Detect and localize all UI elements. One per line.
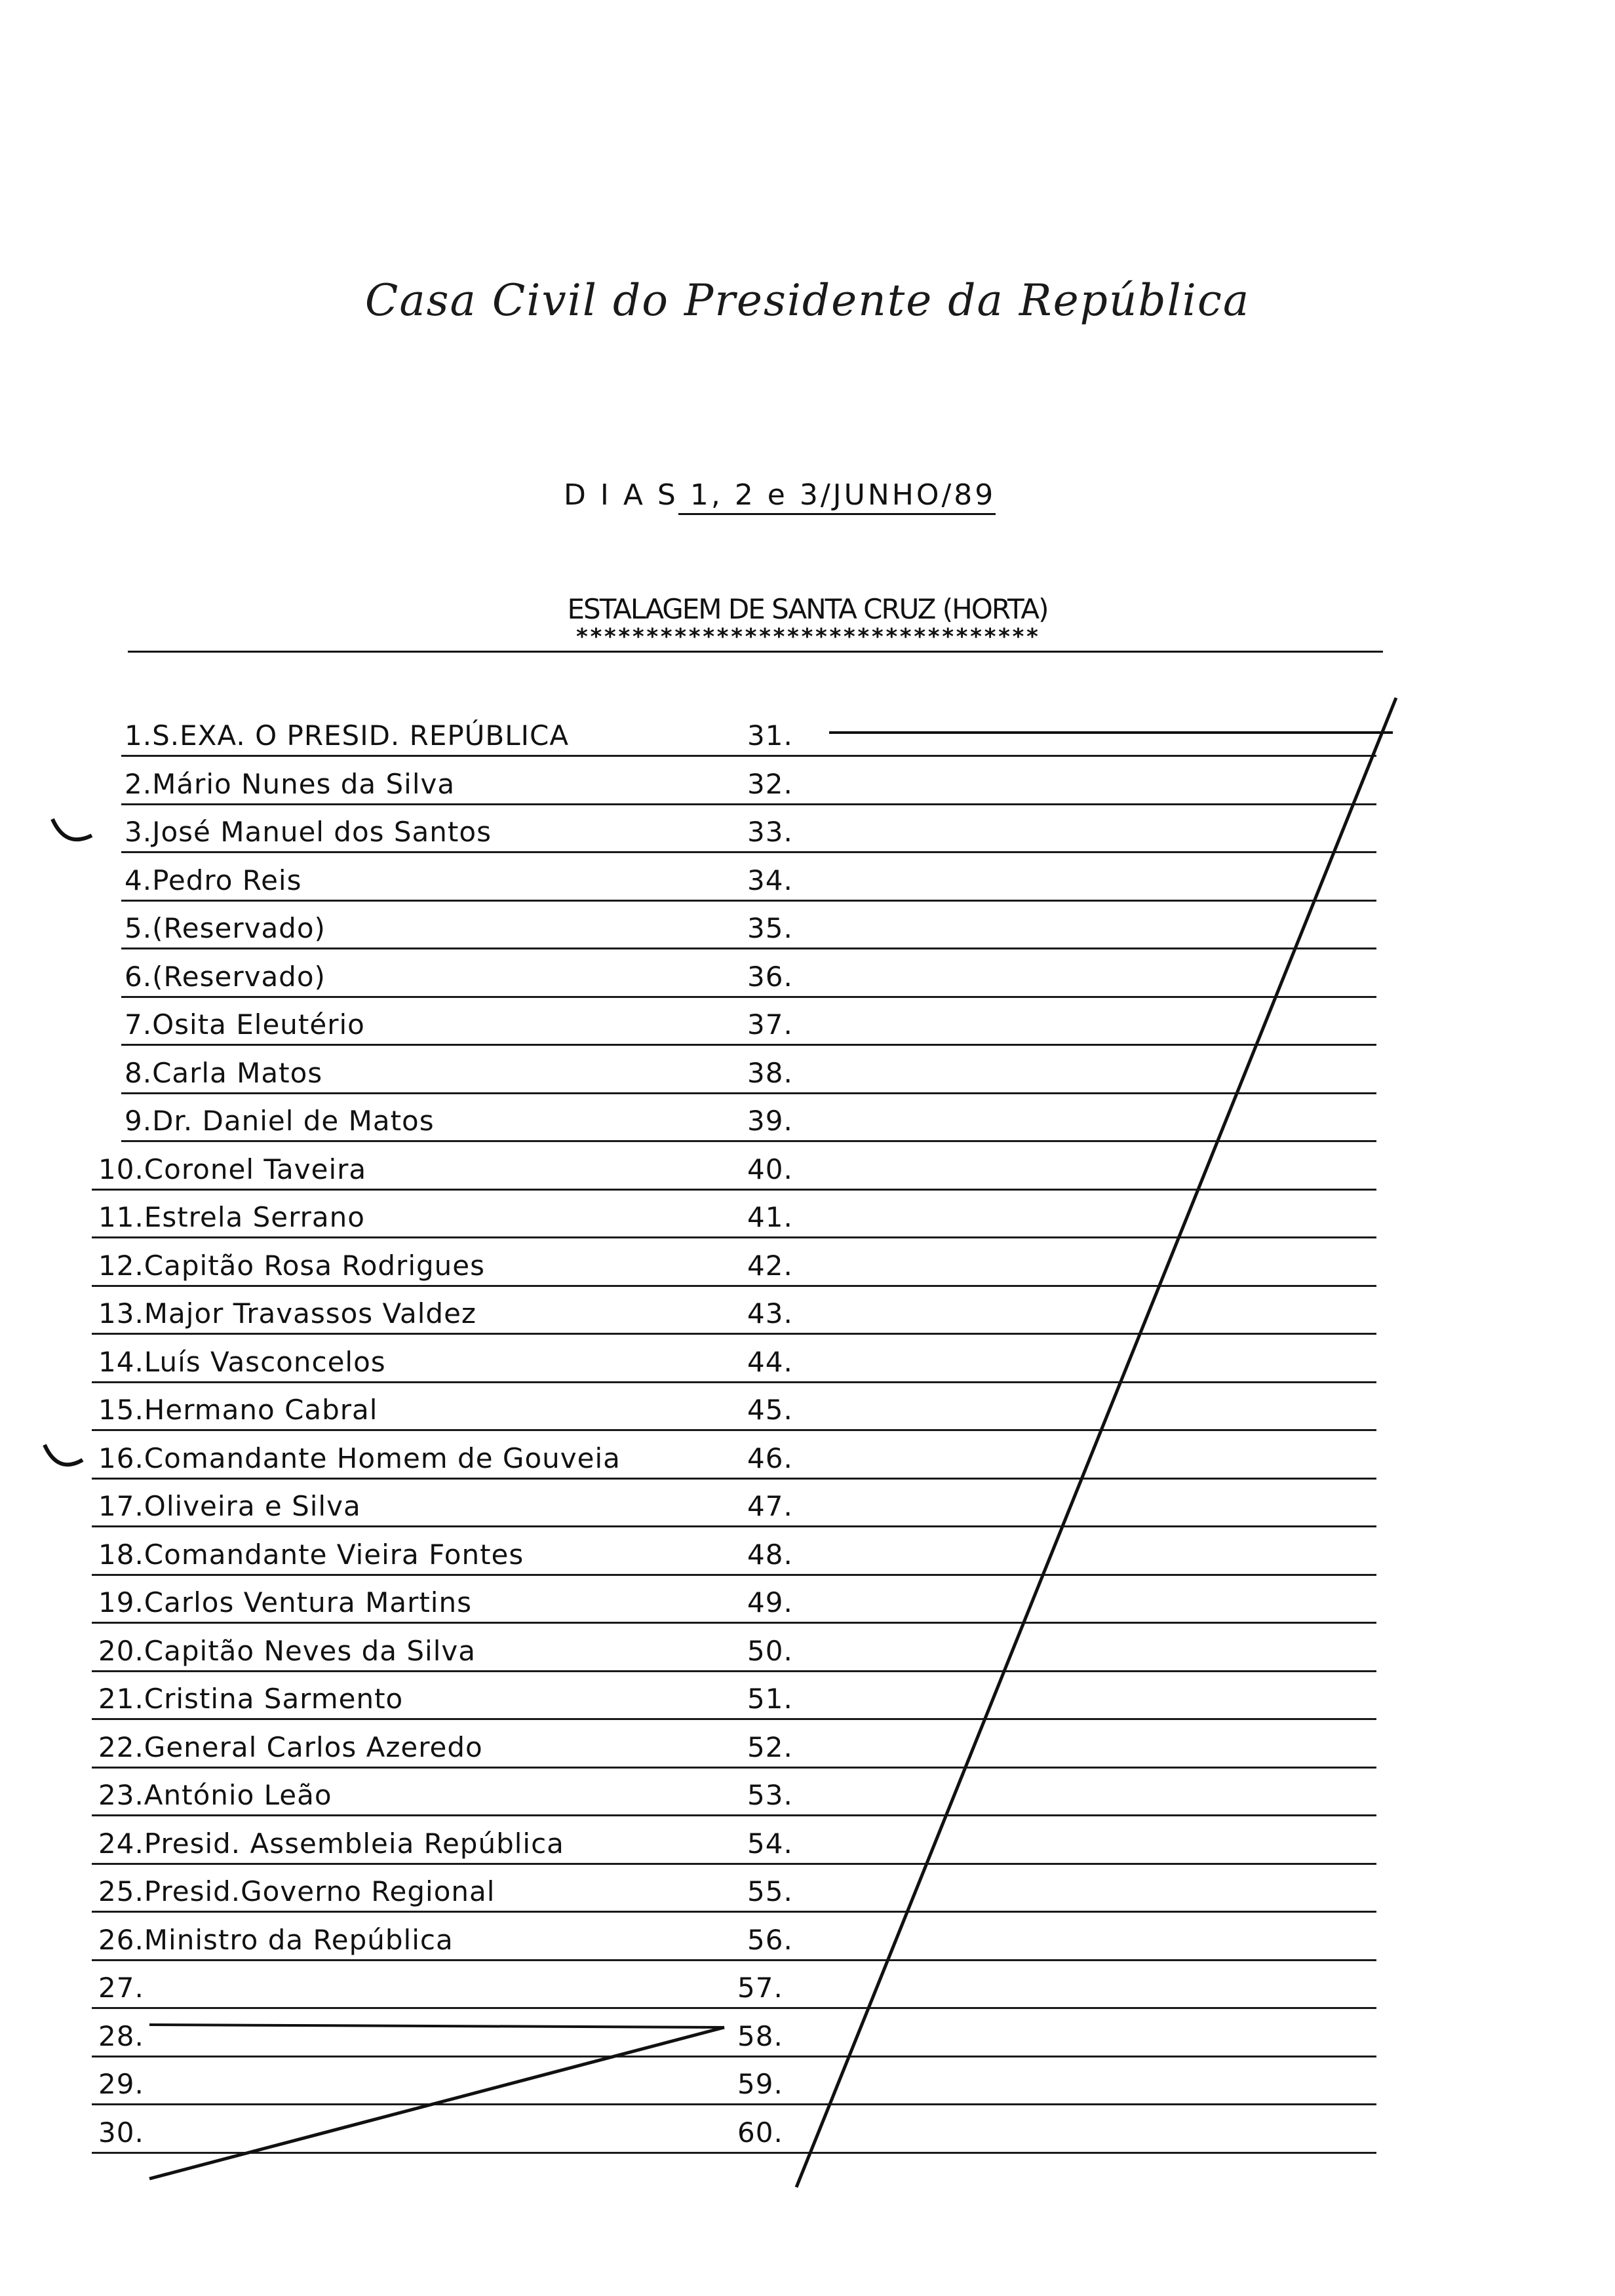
list-item-number: 48. bbox=[747, 1539, 793, 1571]
list-item-name: Major Travassos Valdez bbox=[144, 1297, 477, 1330]
list-item-number: 58. bbox=[737, 2020, 783, 2052]
dates-prefix: D I A S bbox=[564, 478, 678, 512]
list-item-name: Presid. Assembleia República bbox=[144, 1827, 564, 1860]
list-item-number: 60. bbox=[737, 2116, 783, 2149]
list-item-number: 31. bbox=[747, 719, 793, 752]
list-item-number: 17. bbox=[98, 1490, 144, 1522]
list-item-name: General Carlos Azeredo bbox=[144, 1731, 483, 1763]
list-item-number: 22. bbox=[98, 1731, 144, 1763]
list-item-number: 34. bbox=[747, 864, 793, 896]
list-item-number: 25. bbox=[98, 1875, 144, 1907]
list-item-number: 2. bbox=[125, 768, 153, 800]
list-item-number: 35. bbox=[747, 912, 793, 944]
list-item-number: 21. bbox=[98, 1683, 144, 1715]
list-item-number: 20. bbox=[98, 1635, 144, 1667]
list-item-number: 27. bbox=[98, 1972, 144, 2004]
list-item-name: Osita Eleutério bbox=[152, 1008, 365, 1041]
list-item-number: 38. bbox=[747, 1057, 793, 1089]
list-item-number: 54. bbox=[747, 1827, 793, 1860]
list-item-number: 56. bbox=[747, 1924, 793, 1956]
strike-row-27 bbox=[149, 2025, 724, 2027]
list-item-number: 52. bbox=[747, 1731, 793, 1763]
list-item-number: 16. bbox=[98, 1442, 144, 1474]
list-item-number: 29. bbox=[98, 2068, 144, 2100]
list-item-name: Capitão Neves da Silva bbox=[144, 1635, 476, 1667]
list-item-number: 30. bbox=[98, 2116, 144, 2149]
list-item-number: 41. bbox=[747, 1201, 793, 1233]
list-item-name: (Reservado) bbox=[152, 912, 326, 944]
list-item-number: 49. bbox=[747, 1586, 793, 1618]
list-item-number: 12. bbox=[98, 1250, 144, 1282]
margin-tick-mark bbox=[45, 1445, 83, 1464]
list-item-number: 33. bbox=[747, 816, 793, 848]
list-item-name: Comandante Vieira Fontes bbox=[144, 1539, 524, 1571]
list-item-number: 6. bbox=[125, 961, 153, 993]
list-item-number: 26. bbox=[98, 1924, 144, 1956]
letterhead: Casa Civil do Presidente da República bbox=[364, 275, 1251, 326]
list-item-name: Cristina Sarmento bbox=[144, 1683, 404, 1715]
list-item-name: Ministro da República bbox=[144, 1924, 454, 1956]
list-item-name: Hermano Cabral bbox=[144, 1394, 378, 1426]
list-item-number: 39. bbox=[747, 1105, 793, 1137]
list-item-number: 57. bbox=[737, 1972, 783, 2004]
list-item-number: 19. bbox=[98, 1586, 144, 1618]
list-item-number: 37. bbox=[747, 1008, 793, 1041]
list-item-name: S.EXA. O PRESID. REPÚBLICA bbox=[152, 719, 570, 752]
dates-value: 1, 2 e 3/JUNHO/89 bbox=[678, 478, 996, 515]
list-item-number: 3. bbox=[125, 816, 153, 848]
list-item-number: 23. bbox=[98, 1779, 144, 1811]
list-item-name: Carla Matos bbox=[152, 1057, 323, 1089]
list-item-name: Presid.Governo Regional bbox=[144, 1875, 496, 1907]
list-item-number: 50. bbox=[747, 1635, 793, 1667]
list-item-number: 55. bbox=[747, 1875, 793, 1907]
list-item-name: Pedro Reis bbox=[152, 864, 302, 896]
list-item-name: Capitão Rosa Rodrigues bbox=[144, 1250, 485, 1282]
venue-underline-stars: ********************************* bbox=[575, 624, 1040, 650]
list-item-name: Oliveira e Silva bbox=[144, 1490, 361, 1522]
list-item-number: 9. bbox=[125, 1105, 153, 1137]
diagonal-strike-left bbox=[149, 2027, 724, 2179]
list-item-number: 32. bbox=[747, 768, 793, 800]
list-item-number: 13. bbox=[98, 1297, 144, 1330]
list-item-name: Comandante Homem de Gouveia bbox=[144, 1442, 621, 1474]
list-item-name: (Reservado) bbox=[152, 961, 326, 993]
list-item-name: Estrela Serrano bbox=[144, 1201, 365, 1233]
list-item-number: 8. bbox=[125, 1057, 153, 1089]
list-item-number: 10. bbox=[98, 1153, 144, 1185]
list-item-number: 15. bbox=[98, 1394, 144, 1426]
venue-heading: ESTALAGEM DE SANTA CRUZ (HORTA) bbox=[567, 593, 1048, 625]
list-item-number: 24. bbox=[98, 1827, 144, 1860]
list-item-number: 1. bbox=[125, 719, 153, 752]
list-item-number: 44. bbox=[747, 1346, 793, 1378]
list-item-name: António Leão bbox=[144, 1779, 332, 1811]
list-item-name: Mário Nunes da Silva bbox=[152, 768, 456, 800]
list-item-number: 51. bbox=[747, 1683, 793, 1715]
list-item-name: José Manuel dos Santos bbox=[152, 816, 492, 848]
list-item-number: 36. bbox=[747, 961, 793, 993]
margin-tick-mark bbox=[52, 819, 92, 839]
list-item-number: 47. bbox=[747, 1490, 793, 1522]
list-item-number: 5. bbox=[125, 912, 153, 944]
list-item-number: 42. bbox=[747, 1250, 793, 1282]
list-item-number: 11. bbox=[98, 1201, 144, 1233]
list-item-number: 14. bbox=[98, 1346, 144, 1378]
list-item-number: 7. bbox=[125, 1008, 153, 1041]
list-item-number: 40. bbox=[747, 1153, 793, 1185]
list-item-number: 43. bbox=[747, 1297, 793, 1330]
list-item-number: 53. bbox=[747, 1779, 793, 1811]
list-item-name: Dr. Daniel de Matos bbox=[152, 1105, 435, 1137]
list-item-number: 59. bbox=[737, 2068, 783, 2100]
list-item-name: Luís Vasconcelos bbox=[144, 1346, 386, 1378]
diagonal-strike-right bbox=[796, 698, 1396, 2187]
list-item-number: 28. bbox=[98, 2020, 144, 2052]
list-item-name: Carlos Ventura Martins bbox=[144, 1586, 472, 1618]
list-item-number: 18. bbox=[98, 1539, 144, 1571]
list-item-number: 45. bbox=[747, 1394, 793, 1426]
list-item-number: 46. bbox=[747, 1442, 793, 1474]
list-item-number: 4. bbox=[125, 864, 153, 896]
list-item-name: Coronel Taveira bbox=[144, 1153, 367, 1185]
